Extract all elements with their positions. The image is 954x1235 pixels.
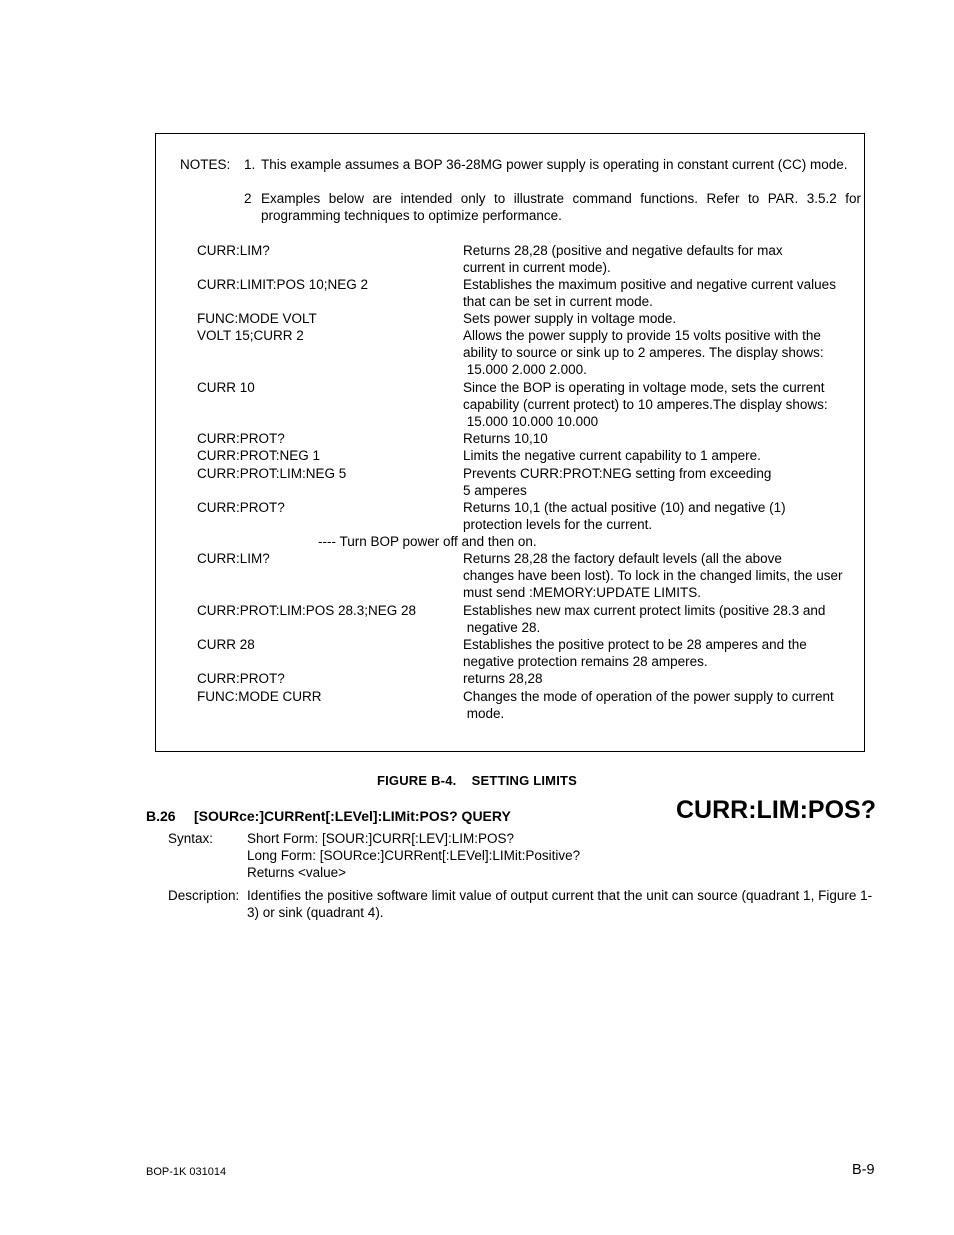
command-description: Allows the power supply to provide 15 volts positive with the ability to source or sink up to 2 amperes. The display shows: 15.000 2.000 2.000.	[463, 328, 824, 378]
note-1	[244, 156, 861, 173]
command-description: Sets power supply in voltage mode.	[463, 311, 677, 326]
command: CURR:PROT?	[197, 431, 285, 446]
description-text: Identifies the positive software limit value of output current that the unit can source (quadrant 1, Figure 1-3) or sink (quadrant 4).	[247, 888, 873, 921]
command-description: Establishes new max current protect limits (positive 28.3 and negative 28.	[463, 603, 826, 636]
command: CURR:LIM?	[197, 243, 270, 258]
section-number: B.26	[146, 808, 176, 824]
command-description: Returns 10,10	[463, 431, 548, 446]
note-text: This example assumes a BOP 36-28MG power supply is operating in constant current (CC) mode.	[261, 157, 848, 172]
returns-value: Returns <value>	[247, 865, 347, 880]
notes-label: NOTES:	[180, 157, 231, 172]
command: CURR:PROT?	[197, 500, 285, 515]
command: CURR 28	[197, 637, 255, 652]
short-form: Short Form: [SOUR:]CURR[:LEV]:LIM:POS?	[247, 831, 515, 846]
figure-caption: FIGURE B-4. SETTING LIMITS	[376, 773, 578, 788]
command: FUNC:MODE VOLT	[197, 311, 317, 326]
command: CURR:PROT?	[197, 671, 285, 686]
note-number: 1.	[244, 157, 256, 172]
command-description: Prevents CURR:PROT:NEG setting from exceeding 5 amperes	[463, 466, 772, 499]
command: CURR:LIMIT:POS 10;NEG 2	[197, 277, 369, 292]
command: CURR:PROT:LIM:NEG 5	[197, 466, 347, 481]
command-description: Establishes the maximum positive and negative current values that can be set in current mode.	[463, 277, 836, 310]
command: CURR:PROT:NEG 1	[197, 448, 321, 463]
note-number: 2	[244, 191, 252, 206]
section-title: [SOURce:]CURRent[:LEVel]:LIMit:POS? QUERY	[194, 808, 511, 824]
command-description: Limits the negative current capability to 1 ampere.	[463, 448, 761, 463]
command: FUNC:MODE CURR	[197, 689, 322, 704]
command-description: Returns 28,28 the factory default levels (all the above changes have been lost). To lock in the changed limits, the user must send :MEMORY:UPDATE LIMITS.	[463, 551, 843, 601]
note-text: Examples below are intended only to illustrate command functions. Refer to PAR. 3.5.2 for programming techniques to optimize performance.	[261, 191, 861, 224]
long-form: Long Form: [SOURce:]CURRent[:LEVel]:LIMit:Positive?	[247, 848, 581, 863]
description-label: Description:	[168, 888, 240, 903]
command: CURR:PROT:LIM:POS 28.3;NEG 28	[197, 603, 417, 618]
command-description: Changes the mode of operation of the power supply to current mode.	[463, 689, 834, 722]
command-description: Returns 10,1 (the actual positive (10) and negative (1) protection levels for the current.	[463, 500, 786, 533]
command: CURR:LIM?	[197, 551, 270, 566]
command-description: Returns 28,28 (positive and negative defaults for max current in current mode).	[463, 243, 783, 276]
footer-document-id: BOP-1K 031014	[146, 1166, 227, 1178]
note-2	[244, 190, 861, 224]
section-command-heading: CURR:LIM:POS?	[676, 796, 876, 824]
power-cycle-note: ---- Turn BOP power off and then on.	[318, 534, 537, 549]
command-description: Since the BOP is operating in voltage mode, sets the current capability (current protect) to 10 amperes.The display shows: 15.000 10.000 10.000	[463, 380, 828, 430]
example-box	[155, 133, 865, 752]
command-description: returns 28,28	[463, 671, 543, 686]
command: CURR 10	[197, 380, 255, 395]
page-number: B-9	[852, 1162, 875, 1178]
syntax-label: Syntax:	[168, 831, 214, 846]
command: VOLT 15;CURR 2	[197, 328, 304, 343]
command-description: Establishes the positive protect to be 28 amperes and the negative protection remains 28 amperes.	[463, 637, 807, 670]
